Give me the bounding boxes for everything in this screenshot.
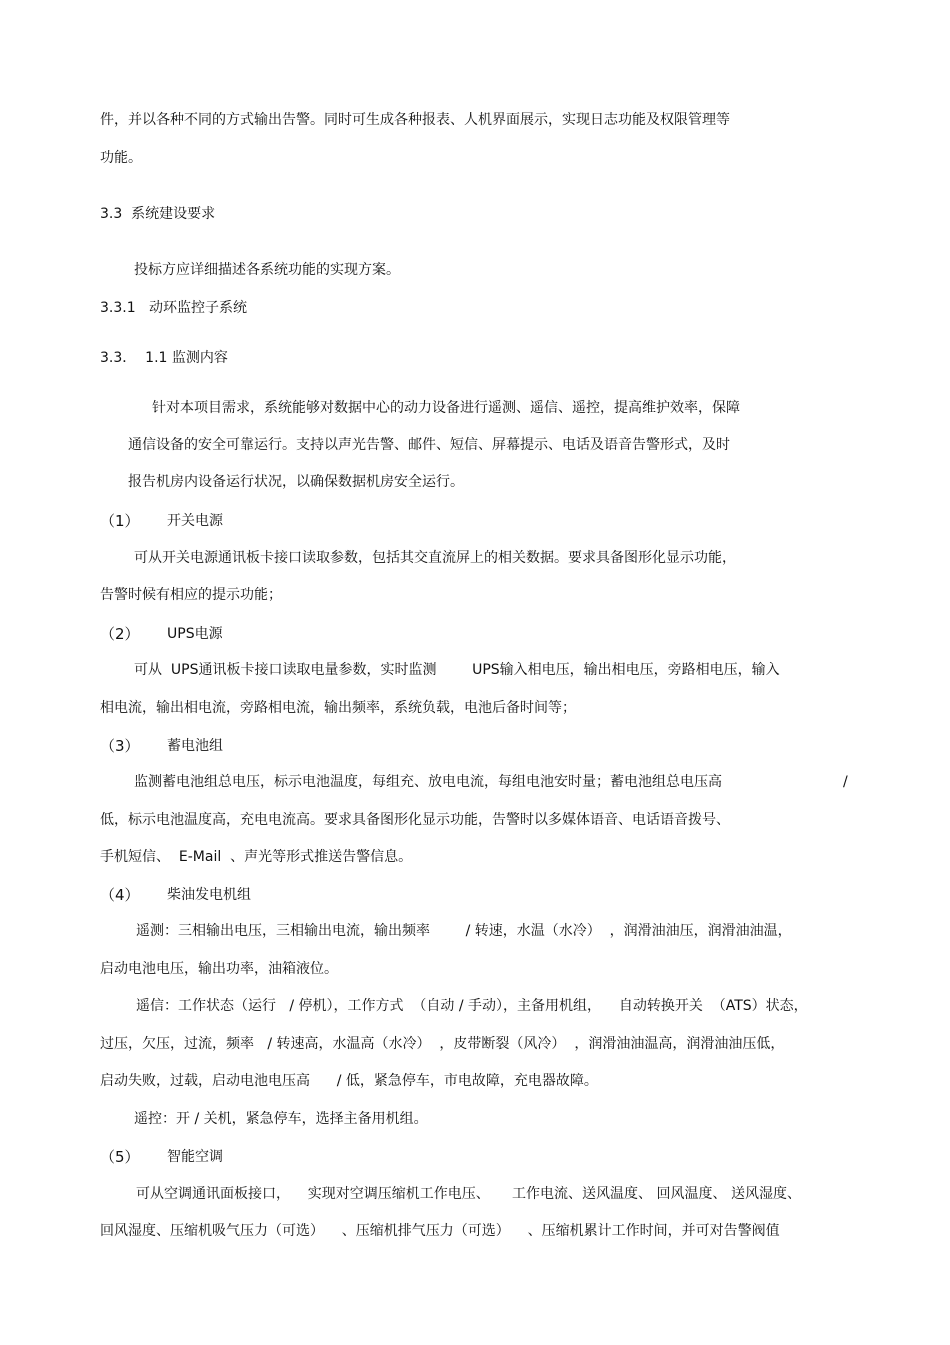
body-text-line: 遥信：工作状态（运行 / 停机），工作方式 （自动 / 手动），主备用机组， 自动转换开关 （ATS）状态， xyxy=(136,998,808,1014)
item-heading: 蓄电池组 xyxy=(167,738,223,754)
item-number: （4） xyxy=(100,886,140,904)
body-text-line: 可从 UPS通讯板卡接口读取电量参数，实时监测 UPS输入相电压，输出相电压，旁路相电压，输入 xyxy=(134,662,780,678)
body-text-line: 遥控：开 / 关机，紧急停车，选择主备用机组。 xyxy=(134,1111,428,1127)
body-text-line: 过压，欠压，过流，频率 / 转速高，水温高（水冷） ，皮带断裂（风冷） ，润滑油油温高，润滑油油压低， xyxy=(100,1036,785,1052)
item-heading: 智能空调 xyxy=(167,1149,223,1165)
item-heading: UPS电源 xyxy=(167,626,223,642)
subsection-heading: 3.3.1 动环监控子系统 xyxy=(100,300,247,316)
body-text-line: 投标方应详细描述各系统功能的实现方案。 xyxy=(134,262,400,278)
item-heading: 开关电源 xyxy=(167,513,223,529)
subsubsection-heading: 3.3． 1.1 监测内容 xyxy=(100,350,228,366)
body-text-line: 可从空调通讯面板接口， 实现对空调压缩机工作电压、 工作电流、送风温度、 回风温度、 送风湿度、 xyxy=(136,1186,801,1202)
body-text-line: 低，标示电池温度高，充电电流高。要求具备图形化显示功能，告警时以多媒体语音、电话语音拨号、 xyxy=(100,812,730,828)
body-text-line: 启动电池电压，输出功率，油箱液位。 xyxy=(100,961,338,977)
body-text-line: 回风湿度、压缩机吸气压力（可选） 、压缩机排气压力（可选） 、压缩机累计工作时间，并可对告警阀值 xyxy=(100,1223,780,1239)
body-text-line: 可从开关电源通讯板卡接口读取参数，包括其交直流屏上的相关数据。要求具备图形化显示功能， xyxy=(134,550,736,566)
body-text-line: 启动失败，过载，启动电池电压高 / 低，紧急停车，市电故障，充电器故障。 xyxy=(100,1073,598,1089)
item-number: （2） xyxy=(100,625,140,643)
body-text-line: 遥测：三相输出电压，三相输出电流，输出频率 / 转速，水温（水冷） ，润滑油油压，润滑油油温， xyxy=(136,923,792,939)
item-number: （1） xyxy=(100,512,140,530)
body-text-line: 功能。 xyxy=(100,150,142,166)
body-text-line: 通信设备的安全可靠运行。支持以声光告警、邮件、短信、屏幕提示、电话及语音告警形式，及时 xyxy=(128,437,730,453)
body-text-line: 针对本项目需求，系统能够对数据中心的动力设备进行遥测、遥信、遥控，提高维护效率，保障 xyxy=(152,400,740,416)
body-text-line: 手机短信、 E-Mail 、声光等形式推送告警信息。 xyxy=(100,849,413,865)
body-text-line: 相电流，输出相电流，旁路相电流，输出频率，系统负载，电池后备时间等； xyxy=(100,700,576,716)
item-heading: 柴油发电机组 xyxy=(167,887,251,903)
item-number: （5） xyxy=(100,1148,140,1166)
body-text-fragment: / xyxy=(843,774,848,790)
body-text-line: 件，并以各种不同的方式输出告警。同时可生成各种报表、人机界面展示，实现日志功能及权限管理等 xyxy=(100,112,730,128)
section-heading: 3.3 系统建设要求 xyxy=(100,206,216,222)
item-number: （3） xyxy=(100,737,140,755)
body-text-line: 报告机房内设备运行状况，以确保数据机房安全运行。 xyxy=(128,474,464,490)
body-text-line: 监测蓄电池组总电压，标示电池温度，每组充、放电电流，每组电池安时量；蓄电池组总电压高 xyxy=(134,774,722,790)
body-text-line: 告警时候有相应的提示功能； xyxy=(100,587,282,603)
